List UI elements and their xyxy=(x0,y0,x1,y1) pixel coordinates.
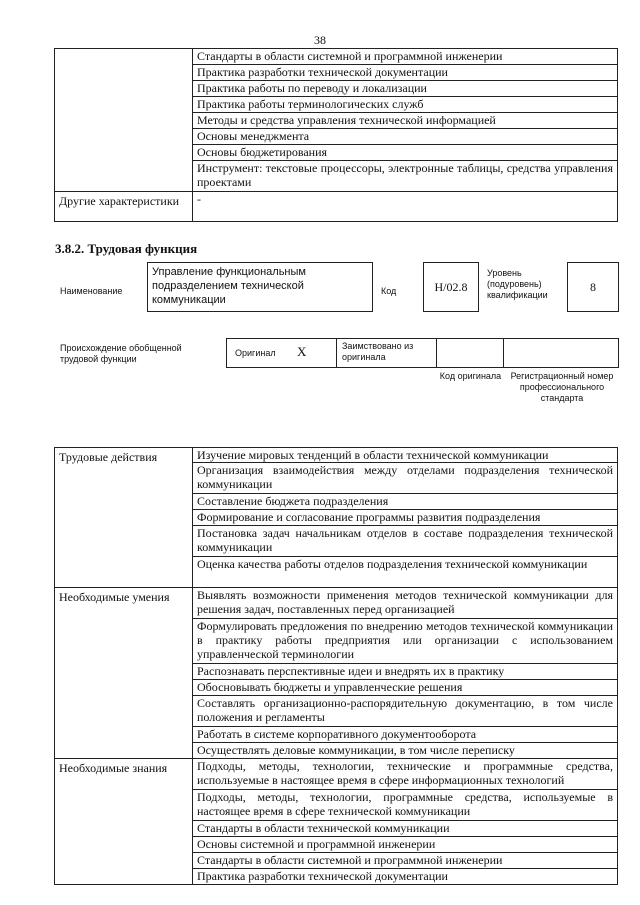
table-row: Организация взаимодействия между отделами подразделения технической коммуникации xyxy=(193,463,618,494)
code-value: H/02.8 xyxy=(434,280,468,294)
table-row: Стандарты в области технической коммуникации xyxy=(193,821,618,837)
table-row: Изучение мировых тенденций в области технической коммуникации xyxy=(193,448,618,463)
section-heading: 3.8.2. Трудовая функция xyxy=(55,241,198,256)
page-number: 38 xyxy=(314,33,326,47)
origin-label: Происхождение обобщенной трудовой функции xyxy=(60,343,182,364)
table-row: Практика работы терминологических служб xyxy=(193,97,618,113)
table-row: Составление бюджета подразделения xyxy=(193,494,618,510)
divider xyxy=(336,338,337,368)
table-row: Основы системной и программной инженерии xyxy=(193,837,618,853)
table-row: Основы менеджмента xyxy=(193,129,618,145)
table-row: Формулировать предложения по внедрению методов технической коммуникации в практику работы предприятия или организации с использованием управленческой терминологии xyxy=(193,619,618,664)
table-row: Формирование и согласование программы развития подразделения xyxy=(193,510,618,526)
table-row: Составлять организационно-распорядительную документацию, в том числе положения и регламенты xyxy=(193,696,618,727)
table-row: Работать в системе корпоративного документооборота xyxy=(193,727,618,743)
table-row: Выявлять возможности применения методов технической коммуникации для решения задач, поставленных перед организацией xyxy=(193,588,618,619)
divider xyxy=(436,338,437,368)
table-row: Практика разработки технической документации xyxy=(193,65,618,81)
function-details-table xyxy=(54,447,618,885)
table-row: Практика разработки технической документации xyxy=(193,869,618,885)
table-row: Стандарты в области системной и программной инженерии xyxy=(193,49,618,65)
code-original-label: Код оригинала xyxy=(439,371,502,381)
table-row: Инструмент: текстовые процессоры, электронные таблицы, средства управления проектами xyxy=(193,161,618,192)
original-mark: X xyxy=(297,344,307,359)
level-value: 8 xyxy=(590,280,596,294)
table-row: Методы и средства управления технической информацией xyxy=(193,113,618,129)
name-label: Наименование xyxy=(60,286,123,296)
table-row: Оценка качества работы отделов подразделения технической коммуникации xyxy=(193,557,618,588)
table-row: Практика работы по переводу и локализации xyxy=(193,81,618,97)
code-box xyxy=(423,262,479,312)
table-row: Осуществлять деловые коммуникации, в том числе переписку xyxy=(193,743,618,759)
name-value: Управление функциональным подразделением технической коммуникации xyxy=(152,266,306,306)
borrowed-label: Заимствовано из оригинала xyxy=(342,341,414,362)
registration-number-label: Регистрационный номер профессионального стандарта xyxy=(510,371,614,403)
top-knowledge-table xyxy=(54,48,618,222)
original-label: Оригинал xyxy=(235,348,276,358)
table-row: Подходы, методы, технологии, программные средства, используемые в настоящее время в сфере технической коммуникации xyxy=(193,790,618,821)
other-characteristics-label: Другие характеристики xyxy=(55,192,193,222)
level-box xyxy=(567,262,619,312)
divider xyxy=(503,338,504,368)
table-row: Обосновывать бюджеты и управленческие решения xyxy=(193,680,618,696)
table-row: Стандарты в области системной и программной инженерии xyxy=(193,853,618,869)
level-label: Уровень (подуровень) квалификации xyxy=(487,268,548,300)
code-label: Код xyxy=(381,286,397,296)
empty-label-cell xyxy=(55,49,193,192)
labor-actions-label: Трудовые действия xyxy=(55,448,193,588)
table-row: Распознавать перспективные идеи и внедрять их в практику xyxy=(193,664,618,680)
required-skills-label: Необходимые умения xyxy=(55,588,193,759)
table-row: Основы бюджетирования xyxy=(193,145,618,161)
table-row: Подходы, методы, технологии, технические и программные средства, используемые в настоящее время в сфере информационных технологий xyxy=(193,759,618,790)
name-box xyxy=(147,262,373,312)
table-row: Постановка задач начальникам отделов в составе подразделения технической коммуникации xyxy=(193,526,618,557)
other-characteristics-value: - xyxy=(193,192,618,222)
required-knowledge-label: Необходимые знания xyxy=(55,759,193,885)
